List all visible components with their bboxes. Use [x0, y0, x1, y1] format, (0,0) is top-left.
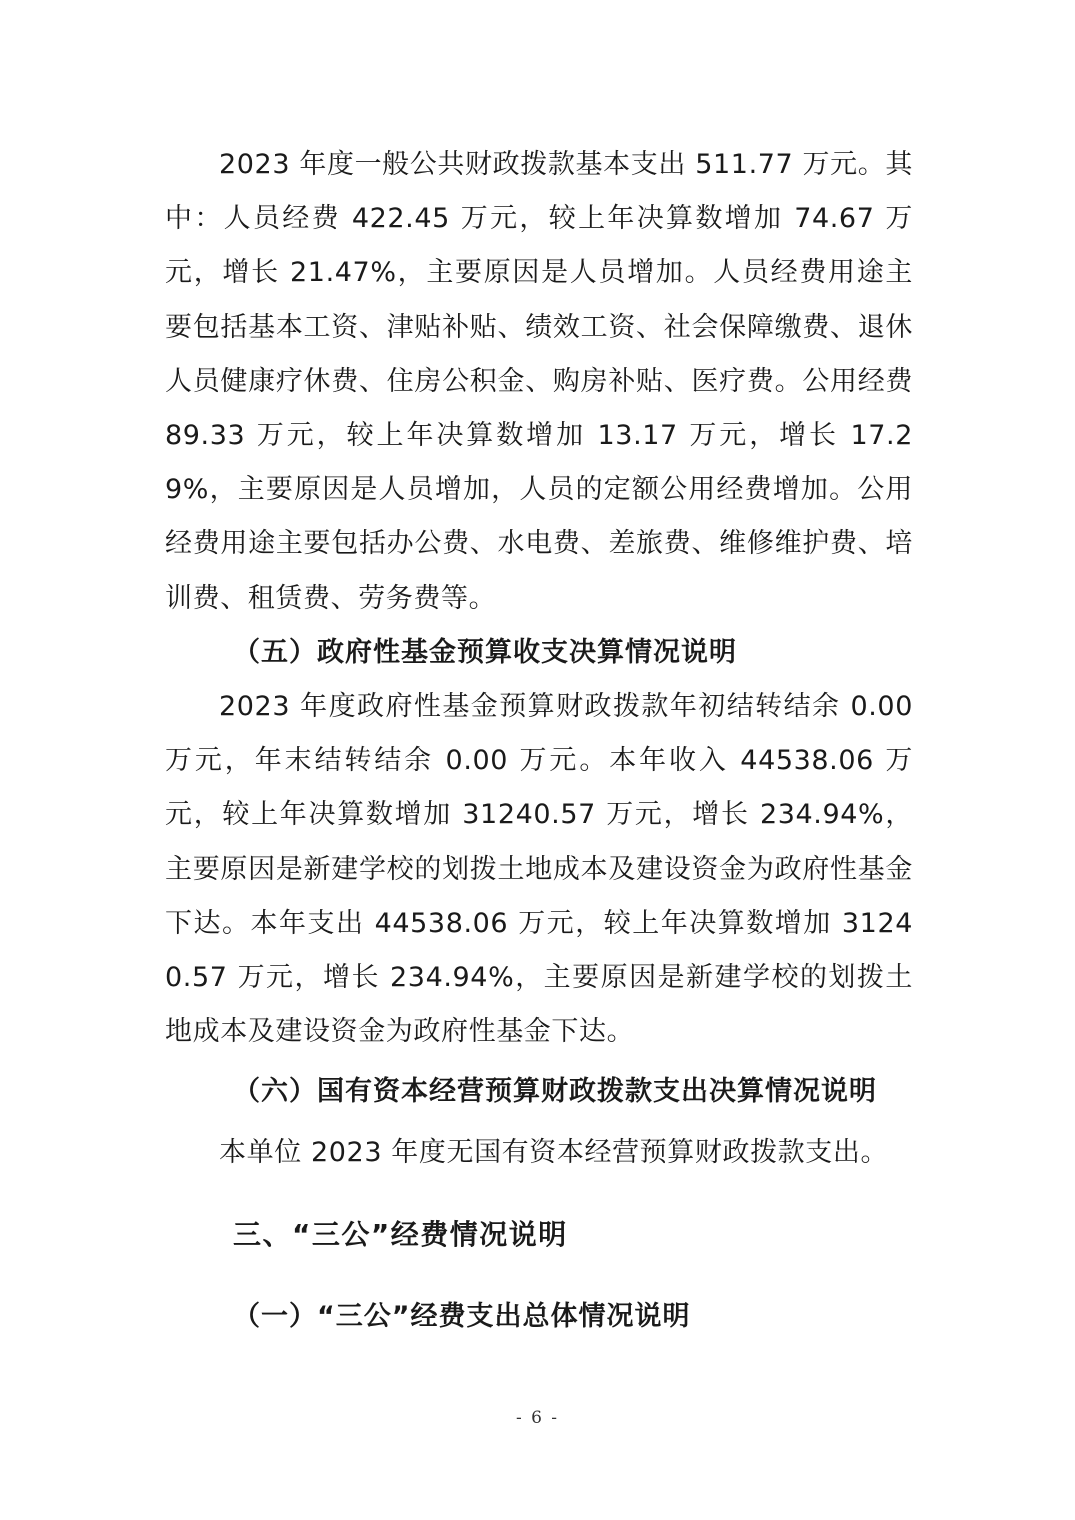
page-number: - 6 -: [515, 1408, 560, 1428]
paragraph-basic-expenditure: 2023 年度一般公共财政拨款基本支出 511.77 万元。其中：人员经费 422.45 万元，较上年决算数增加 74.67 万元，增长 21.47%，主要原因是人员增加。人员经费用途主要包括基本工资、津贴补贴、绩效工资、社会保障缴费、退休人员健康疗休费、住房公积金、购房补贴、医疗费。公用经费 89.33 万元，较上年决算数增加 13.17 万元，增长 17.29%，主要原因是人员增加，人员的定额公用经费增加。公用经费用途主要包括办公费、水电费、差旅费、维修维护费、培训费、租赁费、劳务费等。: [165, 149, 913, 614]
subsection-overall-expenses: （一）“三公”经费支出总体情况说明: [233, 1300, 691, 1332]
heading-government-fund-budget: （五）政府性基金预算收支决算情况说明: [233, 636, 737, 668]
page-content: [165, 138, 913, 1344]
section-three-public-expenses: 三、“三公”经费情况说明: [233, 1217, 568, 1251]
paragraph-state-capital: 本单位 2023 年度无国有资本经营预算财政拨款支出。: [219, 1136, 889, 1168]
heading-state-capital-budget: （六）国有资本经营预算财政拨款支出决算情况说明: [233, 1076, 877, 1108]
paragraph-government-fund: 2023 年度政府性基金预算财政拨款年初结转结余 0.00 万元，年末结转结余 0.00 万元。本年收入 44538.06 万元，较上年决算数增加 31240.57 万元，增长 234.94%，主要原因是新建学校的划拨土地成本及建设资金为政府性基金下达。本年支出 44538.06 万元，较上年决算数增加 31240.57 万元，增长 234.94%，主要原因是新建学校的划拨土地成本及建设资金为政府性基金下达。: [165, 691, 913, 1048]
